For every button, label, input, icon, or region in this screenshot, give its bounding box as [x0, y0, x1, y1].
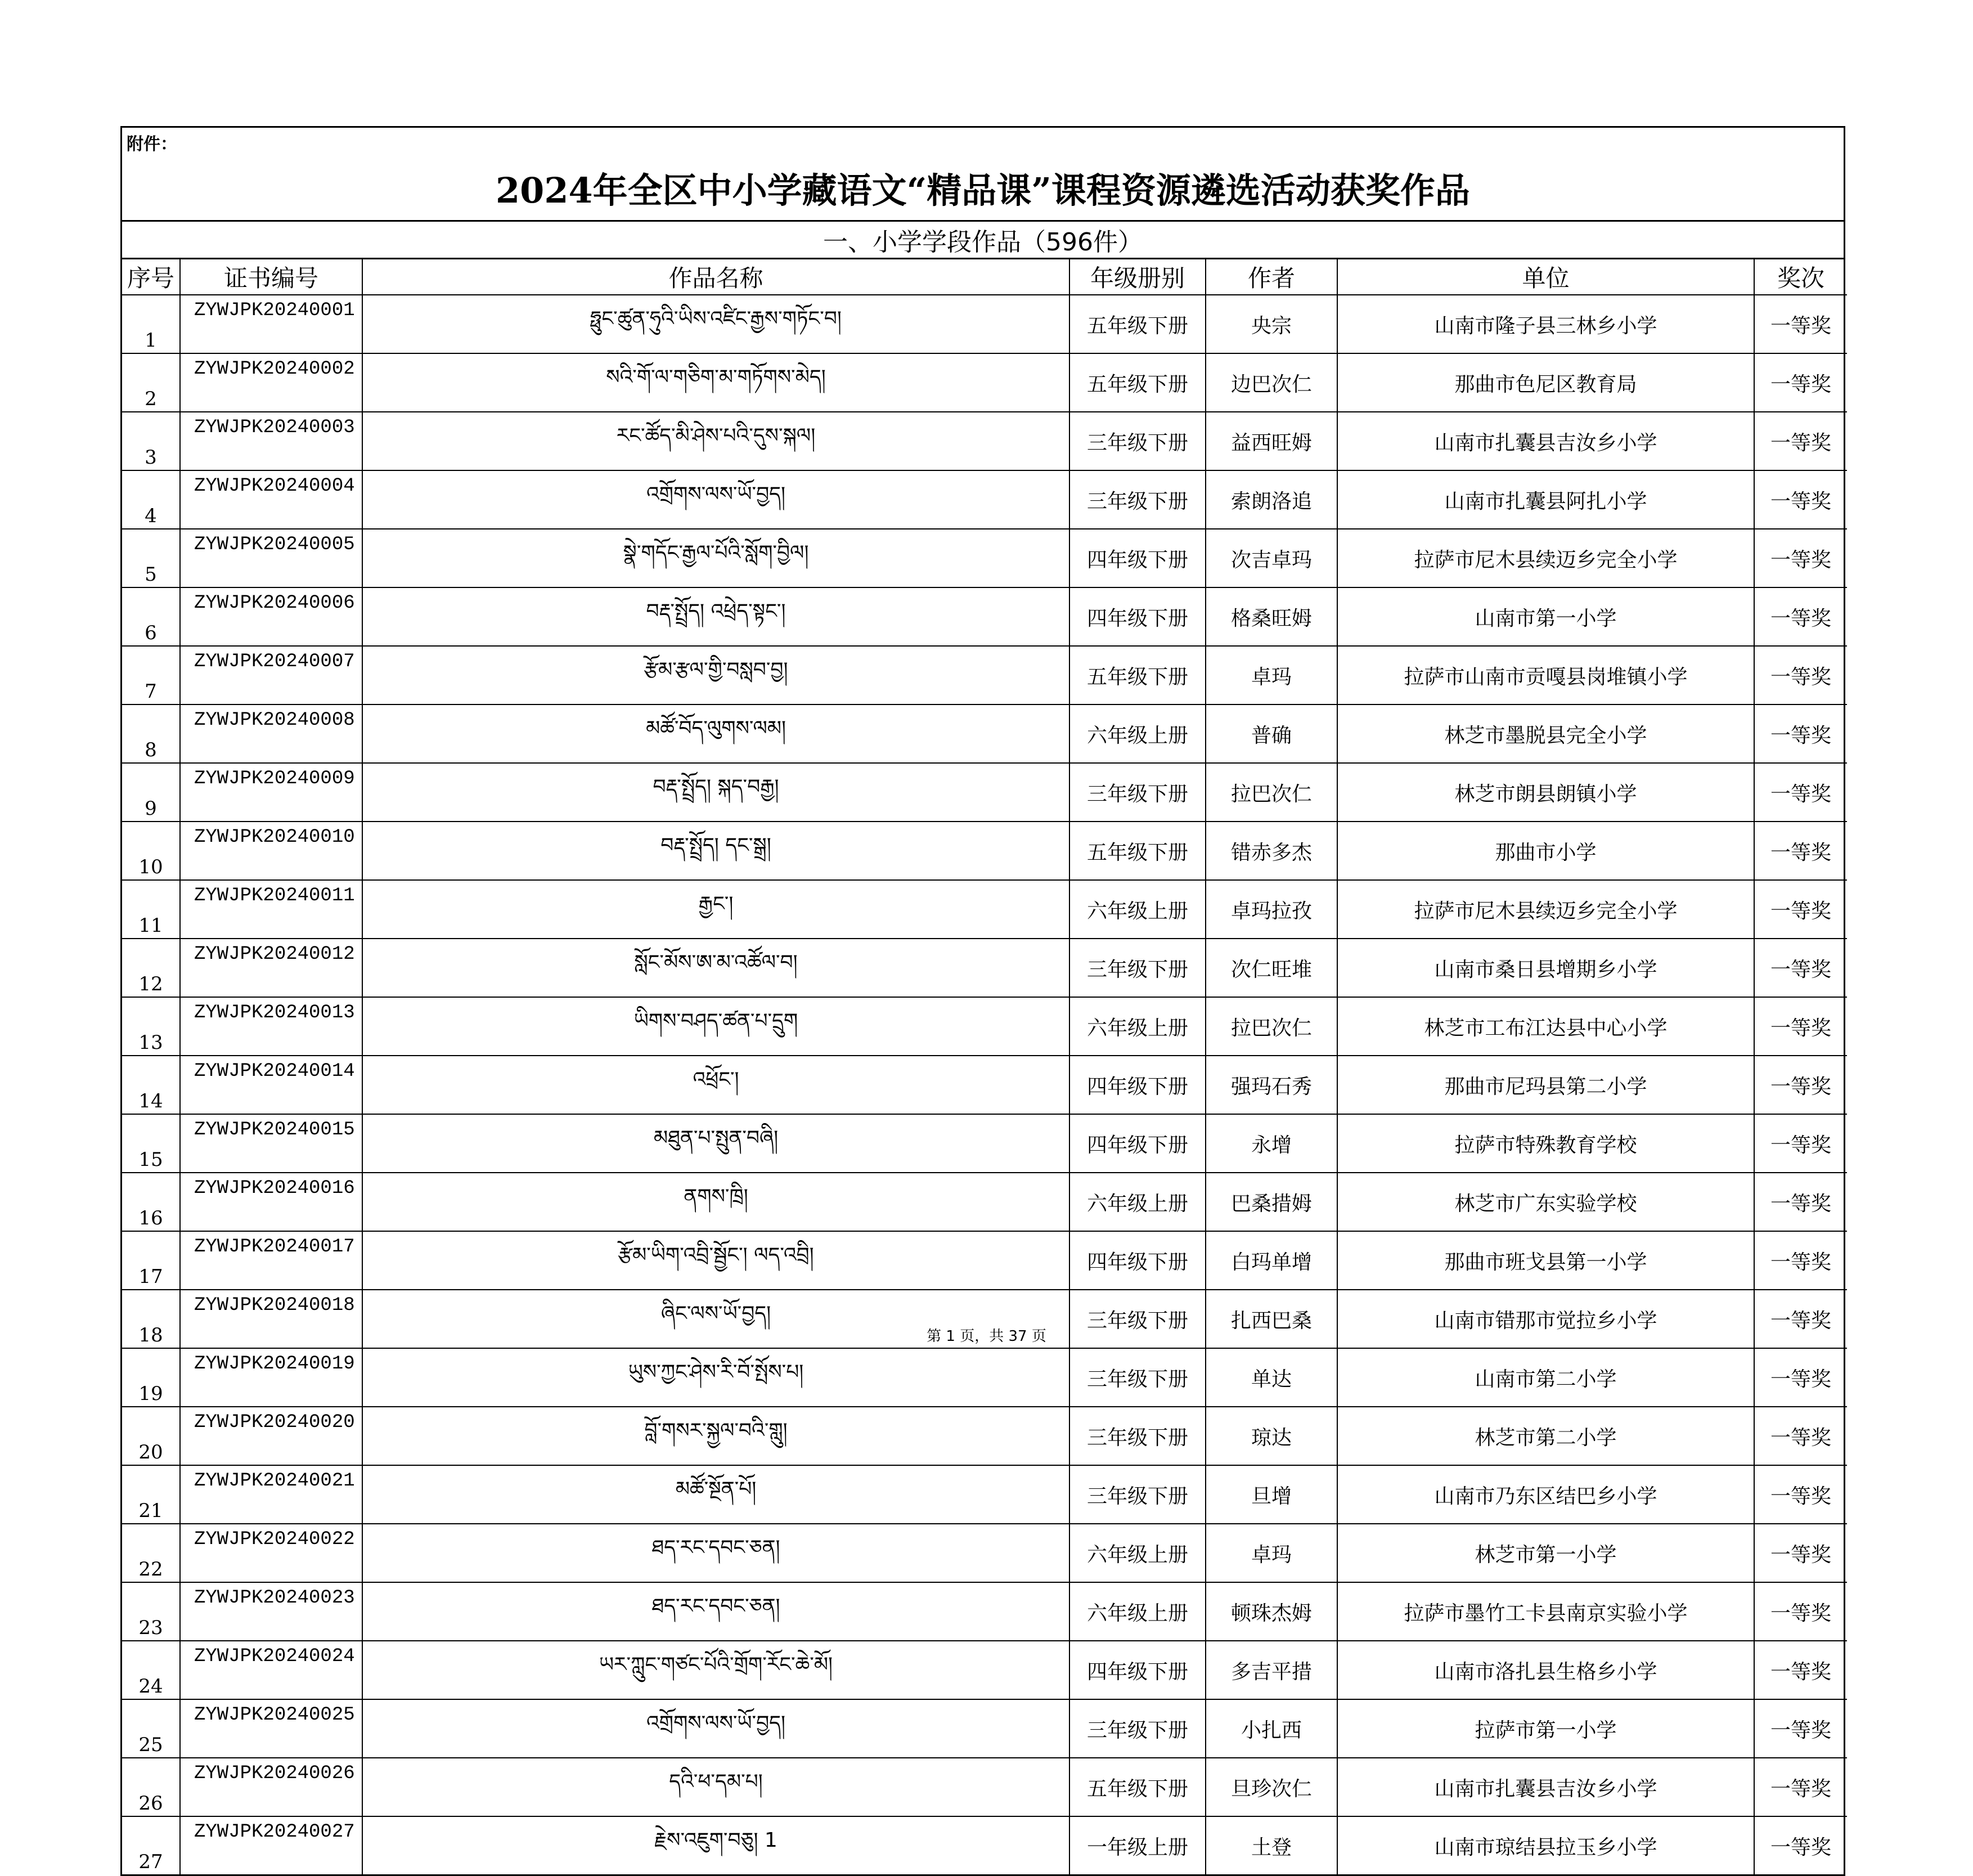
table-row [122, 704, 1847, 763]
unit-name: 拉萨市墨竹工卡县南京实验小学 [1337, 1582, 1754, 1641]
grade-volume: 四年级下册 [1069, 1056, 1206, 1114]
table-row [122, 1758, 1847, 1816]
work-title: མཚོ་བོད་ལུགས་ལམ། [362, 704, 1069, 763]
author-name: 旦珍次仁 [1206, 1758, 1337, 1816]
unit-name: 林芝市第二小学 [1337, 1407, 1754, 1465]
row-index: 7 [122, 646, 180, 704]
author-name: 次仁旺堆 [1206, 939, 1337, 997]
award-level: 一等奖 [1754, 353, 1847, 412]
award-level: 一等奖 [1754, 880, 1847, 939]
unit-name: 山南市扎囊县阿扎小学 [1337, 470, 1754, 529]
table-row [122, 1641, 1847, 1699]
grade-volume: 五年级下册 [1069, 353, 1206, 412]
header-index: 序号 [122, 259, 180, 295]
author-name: 索朗洛追 [1206, 470, 1337, 529]
work-title: མཐུན་པ་སྤུན་བཞི། [362, 1114, 1069, 1173]
grade-volume: 三年级下册 [1069, 412, 1206, 470]
unit-name: 那曲市尼玛县第二小学 [1337, 1056, 1754, 1114]
table-row [122, 295, 1847, 353]
grade-volume: 三年级下册 [1069, 1348, 1206, 1407]
table-row [122, 412, 1847, 470]
unit-name: 拉萨市山南市贡嘎县岗堆镇小学 [1337, 646, 1754, 704]
unit-name: 拉萨市尼木县续迈乡完全小学 [1337, 529, 1754, 587]
work-title: རྩོམ་རྩལ་གྱི་བསླབ་བྱ། [362, 646, 1069, 704]
cert-number: ZYWJPK20240004 [180, 470, 362, 529]
grade-volume: 四年级下册 [1069, 1114, 1206, 1173]
award-level: 一等奖 [1754, 1816, 1847, 1874]
work-title: རྒྱང་། [362, 880, 1069, 939]
grade-volume: 三年级下册 [1069, 939, 1206, 997]
cert-number: ZYWJPK20240003 [180, 412, 362, 470]
work-title: བརྡ་སྤྲོད། འཕྲེད་སྟང་། [362, 587, 1069, 646]
cert-number: ZYWJPK20240020 [180, 1407, 362, 1465]
row-index: 13 [122, 997, 180, 1056]
award-table-sheet [120, 126, 1845, 1876]
award-level: 一等奖 [1754, 1348, 1847, 1407]
cert-number: ZYWJPK20240008 [180, 704, 362, 763]
unit-name: 林芝市朗县朗镇小学 [1337, 763, 1754, 822]
row-index: 26 [122, 1758, 180, 1816]
attachment-label: 附件： [127, 134, 177, 154]
unit-name: 林芝市工布江达县中心小学 [1337, 997, 1754, 1056]
author-name: 拉巴次仁 [1206, 763, 1337, 822]
grade-volume: 四年级下册 [1069, 1231, 1206, 1290]
award-level: 一等奖 [1754, 470, 1847, 529]
work-title: སྣེ་གདོང་རྒྱལ་པོའི་སློག་བྱིལ། [362, 529, 1069, 587]
table-row [122, 997, 1847, 1056]
unit-name: 山南市扎囊县吉汝乡小学 [1337, 412, 1754, 470]
cert-number: ZYWJPK20240012 [180, 939, 362, 997]
table-header-row [122, 259, 1847, 295]
award-level: 一等奖 [1754, 1641, 1847, 1699]
author-name: 央宗 [1206, 295, 1337, 353]
grade-volume: 四年级下册 [1069, 529, 1206, 587]
author-name: 次吉卓玛 [1206, 529, 1337, 587]
table-row [122, 1231, 1847, 1290]
work-title: ཡིགས་བཤད་ཚན་པ་དྲུག [362, 997, 1069, 1056]
cert-number: ZYWJPK20240026 [180, 1758, 362, 1816]
cert-number: ZYWJPK20240011 [180, 880, 362, 939]
author-name: 永增 [1206, 1114, 1337, 1173]
award-level: 一等奖 [1754, 1758, 1847, 1816]
row-index: 2 [122, 353, 180, 412]
header-work-title: 作品名称 [362, 259, 1069, 295]
row-index: 19 [122, 1348, 180, 1407]
row-index: 27 [122, 1816, 180, 1874]
cert-number: ZYWJPK20240017 [180, 1231, 362, 1290]
author-name: 普确 [1206, 704, 1337, 763]
header-unit: 单位 [1337, 259, 1754, 295]
work-title: བློ་གསར་སྐྱལ་བའི་གླུ། [362, 1407, 1069, 1465]
table-row [122, 1173, 1847, 1231]
award-level: 一等奖 [1754, 1465, 1847, 1524]
work-title: ནགས་ཁྲི། [362, 1173, 1069, 1231]
table-row [122, 587, 1847, 646]
unit-name: 山南市桑日县增期乡小学 [1337, 939, 1754, 997]
unit-name: 拉萨市尼木县续迈乡完全小学 [1337, 880, 1754, 939]
grade-volume: 五年级下册 [1069, 1758, 1206, 1816]
awards-table [122, 259, 1847, 1874]
grade-volume: 三年级下册 [1069, 1407, 1206, 1465]
author-name: 多吉平措 [1206, 1641, 1337, 1699]
award-level: 一等奖 [1754, 1524, 1847, 1582]
table-row [122, 529, 1847, 587]
work-title: བརྡ་སྤྲོད། སྐད་བརྒྱ། [362, 763, 1069, 822]
table-row [122, 880, 1847, 939]
unit-name: 林芝市广东实验学校 [1337, 1173, 1754, 1231]
unit-name: 山南市洛扎县生格乡小学 [1337, 1641, 1754, 1699]
work-title: ཡར་ཀླུང་གཙང་པོའི་གྲོག་རོང་ཆེ་མོ། [362, 1641, 1069, 1699]
grade-volume: 六年级上册 [1069, 1173, 1206, 1231]
work-title: རང་ཚོད་མི་ཤེས་པའི་དུས་སྐལ། [362, 412, 1069, 470]
row-index: 20 [122, 1407, 180, 1465]
table-row [122, 822, 1847, 880]
unit-name: 拉萨市特殊教育学校 [1337, 1114, 1754, 1173]
row-index: 4 [122, 470, 180, 529]
work-title: དའི་ཕ་དམ་པ། [362, 1758, 1069, 1816]
award-level: 一等奖 [1754, 529, 1847, 587]
row-index: 17 [122, 1231, 180, 1290]
row-index: 3 [122, 412, 180, 470]
work-title: ཡུས་ཀྱང་ཤེས་རི་བོ་སྤོས་པ། [362, 1348, 1069, 1407]
author-name: 扎西巴桑 [1206, 1290, 1337, 1348]
award-level: 一等奖 [1754, 1114, 1847, 1173]
work-title: སློང་མོས་ཨ་མ་འཚོལ་བ། [362, 939, 1069, 997]
grade-volume: 四年级下册 [1069, 587, 1206, 646]
cert-number: ZYWJPK20240001 [180, 295, 362, 353]
award-level: 一等奖 [1754, 295, 1847, 353]
unit-name: 那曲市色尼区教育局 [1337, 353, 1754, 412]
cert-number: ZYWJPK20240009 [180, 763, 362, 822]
grade-volume: 五年级下册 [1069, 295, 1206, 353]
unit-name: 那曲市小学 [1337, 822, 1754, 880]
row-index: 11 [122, 880, 180, 939]
row-index: 10 [122, 822, 180, 880]
cert-number: ZYWJPK20240024 [180, 1641, 362, 1699]
author-name: 巴桑措姆 [1206, 1173, 1337, 1231]
table-row [122, 646, 1847, 704]
cert-number: ZYWJPK20240022 [180, 1524, 362, 1582]
award-level: 一等奖 [1754, 1699, 1847, 1758]
work-title: འགྲོགས་ལས་ཡོ་བྱད། [362, 1699, 1069, 1758]
unit-name: 山南市错那市觉拉乡小学 [1337, 1290, 1754, 1348]
cert-number: ZYWJPK20240025 [180, 1699, 362, 1758]
table-row [122, 1056, 1847, 1114]
award-level: 一等奖 [1754, 646, 1847, 704]
work-title: མཚོ་སྔོན་པོ། [362, 1465, 1069, 1524]
table-row [122, 1816, 1847, 1874]
work-title: ཞིང་ལས་ཡོ་བྱད། [362, 1290, 1069, 1348]
cert-number: ZYWJPK20240023 [180, 1582, 362, 1641]
award-level: 一等奖 [1754, 1582, 1847, 1641]
work-title: བརྡ་སྤྲོད། དང་སྒྲ། [362, 822, 1069, 880]
cert-number: ZYWJPK20240027 [180, 1816, 362, 1874]
cert-number: ZYWJPK20240021 [180, 1465, 362, 1524]
grade-volume: 六年级上册 [1069, 997, 1206, 1056]
award-level: 一等奖 [1754, 412, 1847, 470]
author-name: 小扎西 [1206, 1699, 1337, 1758]
award-level: 一等奖 [1754, 587, 1847, 646]
award-level: 一等奖 [1754, 1290, 1847, 1348]
row-index: 8 [122, 704, 180, 763]
row-index: 5 [122, 529, 180, 587]
grade-volume: 六年级上册 [1069, 704, 1206, 763]
table-row [122, 1114, 1847, 1173]
unit-name: 那曲市班戈县第一小学 [1337, 1231, 1754, 1290]
author-name: 强玛石秀 [1206, 1056, 1337, 1114]
row-index: 15 [122, 1114, 180, 1173]
grade-volume: 三年级下册 [1069, 1699, 1206, 1758]
grade-volume: 六年级上册 [1069, 880, 1206, 939]
author-name: 单达 [1206, 1348, 1337, 1407]
table-row [122, 1699, 1847, 1758]
row-index: 9 [122, 763, 180, 822]
table-row [122, 353, 1847, 412]
award-level: 一等奖 [1754, 939, 1847, 997]
table-row [122, 1582, 1847, 1641]
cert-number: ZYWJPK20240015 [180, 1114, 362, 1173]
work-title: རྩོམ་ཡིག་འབྲི་སྦྱོང་། ལད་འབྲི། [362, 1231, 1069, 1290]
award-level: 一等奖 [1754, 1056, 1847, 1114]
grade-volume: 六年级上册 [1069, 1582, 1206, 1641]
row-index: 14 [122, 1056, 180, 1114]
author-name: 白玛单增 [1206, 1231, 1337, 1290]
table-row [122, 763, 1847, 822]
row-index: 1 [122, 295, 180, 353]
work-title: ཐད་རང་དབང་ཅན། [362, 1582, 1069, 1641]
author-name: 琼达 [1206, 1407, 1337, 1465]
work-title: འགྲོགས་ལས་ཡོ་བྱད། [362, 470, 1069, 529]
table-row [122, 1465, 1847, 1524]
author-name: 格桑旺姆 [1206, 587, 1337, 646]
award-level: 一等奖 [1754, 763, 1847, 822]
grade-volume: 三年级下册 [1069, 763, 1206, 822]
row-index: 25 [122, 1699, 180, 1758]
work-title: སའི་གོ་ལ་གཅིག་མ་གཏོགས་མེད། [362, 353, 1069, 412]
unit-name: 林芝市墨脱县完全小学 [1337, 704, 1754, 763]
cert-number: ZYWJPK20240007 [180, 646, 362, 704]
work-title: ཧྥུང་ཚུན་ཧུའི་ཡིས་འཛིང་རྒྱས་གཏོང་བ། [362, 295, 1069, 353]
award-level: 一等奖 [1754, 1231, 1847, 1290]
grade-volume: 五年级下册 [1069, 822, 1206, 880]
unit-name: 山南市扎囊县吉汝乡小学 [1337, 1758, 1754, 1816]
cert-number: ZYWJPK20240014 [180, 1056, 362, 1114]
grade-volume: 五年级下册 [1069, 646, 1206, 704]
award-level: 一等奖 [1754, 1173, 1847, 1231]
unit-name: 山南市琼结县拉玉乡小学 [1337, 1816, 1754, 1874]
unit-name: 山南市乃东区结巴乡小学 [1337, 1465, 1754, 1524]
row-index: 22 [122, 1524, 180, 1582]
header-award: 奖次 [1754, 259, 1847, 295]
cert-number: ZYWJPK20240006 [180, 587, 362, 646]
row-index: 12 [122, 939, 180, 997]
header-author: 作者 [1206, 259, 1337, 295]
unit-name: 拉萨市第一小学 [1337, 1699, 1754, 1758]
cert-number: ZYWJPK20240013 [180, 997, 362, 1056]
table-row [122, 1407, 1847, 1465]
award-level: 一等奖 [1754, 997, 1847, 1056]
row-index: 24 [122, 1641, 180, 1699]
author-name: 卓玛 [1206, 1524, 1337, 1582]
table-row [122, 1348, 1847, 1407]
grade-volume: 三年级下册 [1069, 1290, 1206, 1348]
grade-volume: 六年级上册 [1069, 1524, 1206, 1582]
unit-name: 山南市第一小学 [1337, 587, 1754, 646]
author-name: 卓玛 [1206, 646, 1337, 704]
row-index: 18 [122, 1290, 180, 1348]
work-title: འཕྲོང་། [362, 1056, 1069, 1114]
table-row [122, 939, 1847, 997]
table-row [122, 470, 1847, 529]
document-title: 2024年全区中小学藏语文“精品课”课程资源遴选活动获奖作品 [122, 155, 1844, 222]
cert-number: ZYWJPK20240005 [180, 529, 362, 587]
header-cert-no: 证书编号 [180, 259, 362, 295]
grade-volume: 一年级上册 [1069, 1816, 1206, 1874]
row-index: 21 [122, 1465, 180, 1524]
page-footer: 第 1 页，共 37 页 [927, 1328, 1046, 1345]
table-row [122, 1524, 1847, 1582]
award-level: 一等奖 [1754, 822, 1847, 880]
author-name: 卓玛拉孜 [1206, 880, 1337, 939]
cert-number: ZYWJPK20240018 [180, 1290, 362, 1348]
work-title: རྗེས་འཇུག་བཅུ། 1 [362, 1816, 1069, 1874]
award-level: 一等奖 [1754, 704, 1847, 763]
unit-name: 林芝市第一小学 [1337, 1524, 1754, 1582]
author-name: 拉巴次仁 [1206, 997, 1337, 1056]
author-name: 边巴次仁 [1206, 353, 1337, 412]
author-name: 错赤多杰 [1206, 822, 1337, 880]
row-index: 6 [122, 587, 180, 646]
header-grade: 年级册别 [1069, 259, 1206, 295]
author-name: 旦增 [1206, 1465, 1337, 1524]
grade-volume: 四年级下册 [1069, 1641, 1206, 1699]
cert-number: ZYWJPK20240010 [180, 822, 362, 880]
unit-name: 山南市隆子县三林乡小学 [1337, 295, 1754, 353]
author-name: 益西旺姆 [1206, 412, 1337, 470]
cert-number: ZYWJPK20240016 [180, 1173, 362, 1231]
unit-name: 山南市第二小学 [1337, 1348, 1754, 1407]
award-level: 一等奖 [1754, 1407, 1847, 1465]
cert-number: ZYWJPK20240019 [180, 1348, 362, 1407]
section-heading: 一、小学学段作品（596件） [122, 222, 1844, 259]
author-name: 顿珠杰姆 [1206, 1582, 1337, 1641]
row-index: 16 [122, 1173, 180, 1231]
author-name: 土登 [1206, 1816, 1337, 1874]
grade-volume: 三年级下册 [1069, 1465, 1206, 1524]
cert-number: ZYWJPK20240002 [180, 353, 362, 412]
grade-volume: 三年级下册 [1069, 470, 1206, 529]
row-index: 23 [122, 1582, 180, 1641]
work-title: ཐད་རང་དབང་ཅན། [362, 1524, 1069, 1582]
